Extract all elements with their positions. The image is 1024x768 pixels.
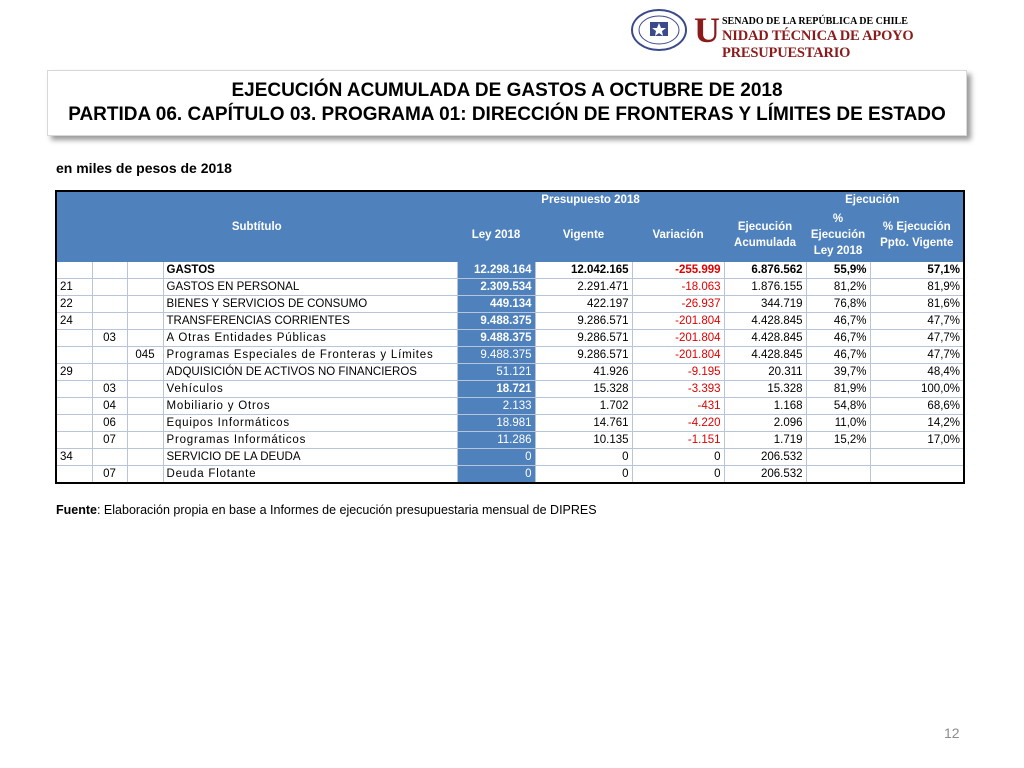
header-vigente: Vigente — [535, 209, 632, 262]
variacion-cell: -201.804 — [632, 330, 724, 347]
concepto-cell: TRANSFERENCIAS CORRIENTES — [163, 313, 457, 330]
asignacion-cell — [127, 381, 163, 398]
ley-cell: 9.488.375 — [457, 347, 535, 364]
pct-ley-cell: 76,8% — [806, 296, 870, 313]
concepto-cell: A Otras Entidades Públicas — [163, 330, 457, 347]
pct-ley-cell: 54,8% — [806, 398, 870, 415]
item-cell: 03 — [92, 381, 127, 398]
table-row — [56, 449, 964, 466]
subtitulo-cell — [56, 330, 92, 347]
pct-ley-cell: 15,2% — [806, 432, 870, 449]
source-label: Fuente — [56, 503, 97, 517]
pct-vigente-cell: 14,2% — [870, 415, 964, 432]
pct-ley-cell — [806, 449, 870, 466]
source-note — [56, 503, 597, 517]
item-cell — [92, 364, 127, 381]
concepto-cell: Equipos Informáticos — [163, 415, 457, 432]
table-row — [56, 296, 964, 313]
header-pct-ley: % Ejecución Ley 2018 — [806, 209, 870, 262]
pct-ley-cell: 46,7% — [806, 347, 870, 364]
variacion-cell: 0 — [632, 449, 724, 466]
senado-seal-logo — [630, 8, 688, 52]
ejecucion-cell: 1.876.155 — [724, 279, 806, 296]
ley-cell: 9.488.375 — [457, 313, 535, 330]
asignacion-cell — [127, 449, 163, 466]
concepto-cell: BIENES Y SERVICIOS DE CONSUMO — [163, 296, 457, 313]
table-row — [56, 415, 964, 432]
ejecucion-cell: 206.532 — [724, 449, 806, 466]
ley-cell: 11.286 — [457, 432, 535, 449]
ley-cell: 18.721 — [457, 381, 535, 398]
subtitulo-cell: 22 — [56, 296, 92, 313]
vigente-cell: 10.135 — [535, 432, 632, 449]
concepto-cell: Mobiliario y Otros — [163, 398, 457, 415]
variacion-cell: -201.804 — [632, 347, 724, 364]
pct-vigente-cell: 57,1% — [870, 262, 964, 279]
pct-ley-cell: 81,9% — [806, 381, 870, 398]
pct-vigente-cell — [870, 449, 964, 466]
ley-cell: 0 — [457, 449, 535, 466]
vigente-cell: 9.286.571 — [535, 347, 632, 364]
asignacion-cell — [127, 296, 163, 313]
item-cell — [92, 449, 127, 466]
header-ejec-acum: Ejecución Acumulada — [724, 209, 806, 262]
ley-cell: 2.309.534 — [457, 279, 535, 296]
item-cell — [92, 279, 127, 296]
asignacion-cell — [127, 313, 163, 330]
vigente-cell: 0 — [535, 449, 632, 466]
concepto-cell: Programas Especiales de Fronteras y Límites — [163, 347, 457, 364]
concepto-cell: GASTOS EN PERSONAL — [163, 279, 457, 296]
item-cell — [92, 296, 127, 313]
table-row — [56, 279, 964, 296]
variacion-cell: -255.999 — [632, 262, 724, 279]
vigente-cell: 41.926 — [535, 364, 632, 381]
ley-cell: 18.981 — [457, 415, 535, 432]
table-row — [56, 330, 964, 347]
table-row — [56, 313, 964, 330]
asignacion-cell: 045 — [127, 347, 163, 364]
brand-subtitle: SENADO DE LA REPÚBLICA DE CHILE — [722, 16, 908, 27]
ley-cell: 12.298.164 — [457, 262, 535, 279]
pct-vigente-cell: 48,4% — [870, 364, 964, 381]
subtitulo-cell: 21 — [56, 279, 92, 296]
variacion-cell: -201.804 — [632, 313, 724, 330]
subtitulo-cell: 29 — [56, 364, 92, 381]
item-cell: 03 — [92, 330, 127, 347]
pct-vigente-cell: 47,7% — [870, 313, 964, 330]
asignacion-cell — [127, 466, 163, 484]
table-row — [56, 262, 964, 279]
header-variacion: Variación — [632, 209, 724, 262]
ejecucion-cell: 4.428.845 — [724, 330, 806, 347]
asignacion-cell — [127, 432, 163, 449]
page-number: 12 — [944, 725, 960, 741]
pct-vigente-cell: 17,0% — [870, 432, 964, 449]
subtitulo-cell — [56, 415, 92, 432]
concepto-cell: Deuda Flotante — [163, 466, 457, 484]
subtitulo-cell: 34 — [56, 449, 92, 466]
pct-ley-cell: 11,0% — [806, 415, 870, 432]
pct-ley-cell: 39,7% — [806, 364, 870, 381]
concepto-cell: ADQUISICIÓN DE ACTIVOS NO FINANCIEROS — [163, 364, 457, 381]
table-row — [56, 347, 964, 364]
ejecucion-cell: 6.876.562 — [724, 262, 806, 279]
slide-title: EJECUCIÓN ACUMULADA DE GASTOS A OCTUBRE DE 2018 — [231, 80, 783, 101]
ley-cell: 449.134 — [457, 296, 535, 313]
variacion-cell: -1.151 — [632, 432, 724, 449]
vigente-cell: 14.761 — [535, 415, 632, 432]
units-note: en miles de pesos de 2018 — [56, 160, 232, 176]
vigente-cell: 2.291.471 — [535, 279, 632, 296]
variacion-cell: -9.195 — [632, 364, 724, 381]
ley-cell: 51.121 — [457, 364, 535, 381]
asignacion-cell — [127, 279, 163, 296]
item-cell: 07 — [92, 466, 127, 484]
slide-subtitle: PARTIDA 06. CAPÍTULO 03. PROGRAMA 01: DIRECCIÓN DE FRONTERAS Y LÍMITES DE ESTADO — [68, 104, 946, 125]
asignacion-cell — [127, 262, 163, 279]
vigente-cell: 15.328 — [535, 381, 632, 398]
subtitulo-cell — [56, 347, 92, 364]
source-text: : Elaboración propia en base a Informes de ejecución presupuestaria mensual de DIPRES — [96, 503, 597, 517]
ejecucion-cell: 206.532 — [724, 466, 806, 484]
item-cell — [92, 313, 127, 330]
ejecucion-cell: 344.719 — [724, 296, 806, 313]
ley-cell: 9.488.375 — [457, 330, 535, 347]
vigente-cell: 9.286.571 — [535, 330, 632, 347]
item-cell: 07 — [92, 432, 127, 449]
pct-ley-cell — [806, 466, 870, 484]
concepto-cell: Vehículos — [163, 381, 457, 398]
ejecucion-cell: 15.328 — [724, 381, 806, 398]
vigente-cell: 12.042.165 — [535, 262, 632, 279]
subtitulo-cell — [56, 398, 92, 415]
asignacion-cell — [127, 415, 163, 432]
header-ejecucion: Ejecución — [724, 191, 964, 209]
vigente-cell: 1.702 — [535, 398, 632, 415]
variacion-cell: 0 — [632, 466, 724, 484]
brand-title: NIDAD TÉCNICA DE APOYO PRESUPUESTARIO — [722, 28, 914, 61]
table-row — [56, 432, 964, 449]
ejecucion-cell: 4.428.845 — [724, 313, 806, 330]
ejecucion-cell: 4.428.845 — [724, 347, 806, 364]
pct-vigente-cell: 100,0% — [870, 381, 964, 398]
budget-table — [55, 190, 965, 484]
asignacion-cell — [127, 364, 163, 381]
asignacion-cell — [127, 398, 163, 415]
pct-ley-cell: 46,7% — [806, 330, 870, 347]
pct-ley-cell: 55,9% — [806, 262, 870, 279]
concepto-cell: Programas Informáticos — [163, 432, 457, 449]
header-ley: Ley 2018 — [457, 209, 535, 262]
pct-vigente-cell: 81,6% — [870, 296, 964, 313]
subtitulo-cell: 24 — [56, 313, 92, 330]
vigente-cell: 422.197 — [535, 296, 632, 313]
pct-vigente-cell — [870, 466, 964, 484]
ejecucion-cell: 20.311 — [724, 364, 806, 381]
table-row — [56, 398, 964, 415]
variacion-cell: -431 — [632, 398, 724, 415]
ejecucion-cell: 1.168 — [724, 398, 806, 415]
ley-cell: 0 — [457, 466, 535, 484]
variacion-cell: -18.063 — [632, 279, 724, 296]
concepto-cell: SERVICIO DE LA DEUDA — [163, 449, 457, 466]
pct-ley-cell: 81,2% — [806, 279, 870, 296]
asignacion-cell — [127, 330, 163, 347]
item-cell — [92, 347, 127, 364]
brand-initial: U — [694, 10, 720, 50]
item-cell: 04 — [92, 398, 127, 415]
pct-vigente-cell: 47,7% — [870, 347, 964, 364]
table-row — [56, 466, 964, 484]
pct-ley-cell: 46,7% — [806, 313, 870, 330]
pct-vigente-cell: 47,7% — [870, 330, 964, 347]
header-pct-vig: % Ejecución Ppto. Vigente — [870, 209, 964, 262]
subtitulo-cell — [56, 432, 92, 449]
vigente-cell: 0 — [535, 466, 632, 484]
subtitulo-cell — [56, 262, 92, 279]
header-presupuesto: Presupuesto 2018 — [457, 191, 724, 209]
header-subtitulo: Subtítulo — [56, 191, 457, 262]
vigente-cell: 9.286.571 — [535, 313, 632, 330]
subtitulo-cell — [56, 381, 92, 398]
item-cell — [92, 262, 127, 279]
variacion-cell: -4.220 — [632, 415, 724, 432]
ejecucion-cell: 1.719 — [724, 432, 806, 449]
ley-cell: 2.133 — [457, 398, 535, 415]
slide-title-box — [47, 70, 967, 136]
variacion-cell: -3.393 — [632, 381, 724, 398]
pct-vigente-cell: 81,9% — [870, 279, 964, 296]
table-row — [56, 364, 964, 381]
subtitulo-cell — [56, 466, 92, 484]
table-row — [56, 381, 964, 398]
ejecucion-cell: 2.096 — [724, 415, 806, 432]
pct-vigente-cell: 68,6% — [870, 398, 964, 415]
item-cell: 06 — [92, 415, 127, 432]
variacion-cell: -26.937 — [632, 296, 724, 313]
concepto-cell: GASTOS — [163, 262, 457, 279]
